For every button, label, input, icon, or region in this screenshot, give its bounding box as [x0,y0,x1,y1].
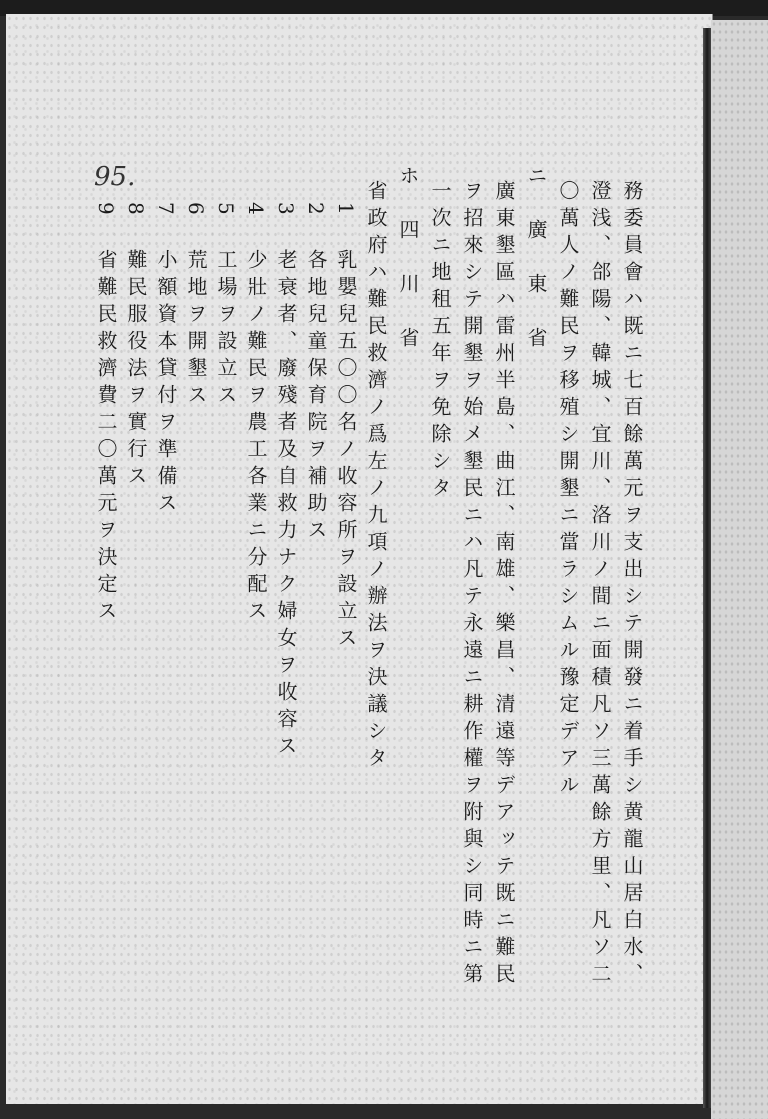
list-item-1: 1 乳嬰兒五〇〇名ノ收容所ヲ設立ス [334,202,358,654]
text-column-2: 澄浅、郃陽、韓城、宜川、洛川ノ間ニ面積凡ソ三萬餘方里、凡ソ二 [588,180,612,990]
section-heading-guangdong: ニ 廣 東 省 [524,165,548,354]
list-item-4: 4 少壯ノ難民ヲ農工各業ニ分配ス [244,202,268,627]
adjacent-page-edge [711,20,768,1119]
text-column-3: 〇萬人ノ難民ヲ移殖シ開墾ニ當ラシムル豫定デアル [556,180,580,801]
text-column-7: 一次ニ地租五年ヲ免除シタ [428,180,452,504]
text-column-1: 務委員會ハ既ニ七百餘萬元ヲ支出シテ開發ニ着手シ黄龍山居白水、 [620,180,644,990]
list-item-5: 5 工場ヲ設立ス [214,202,238,411]
list-item-8: 8 難民服役法ヲ實行ス [124,202,148,492]
text-column-5: 廣東墾區ハ雷州半島、曲江、南雄、樂昌、清遠等デアッテ既ニ難民 [492,180,516,990]
section-heading-sichuan: ホ 四 川 省 [396,165,420,354]
list-item-6: 6 荒地ヲ開墾ス [184,202,208,411]
list-item-2: 2 各地兒童保育院ヲ補助ス [304,202,328,546]
list-item-3: 3 老衰者、廢殘者及自救力ナク婦女ヲ收容ス [274,202,298,762]
page-number-handwritten: 95. [94,162,136,192]
book-gutter [703,28,711,1108]
list-item-9: 9 省難民救濟費二〇萬元ヲ決定ス [94,202,118,627]
text-column-6: ヲ招來シテ開墾ヲ始メ墾民ニハ凡テ永遠ニ耕作權ヲ附與シ同時ニ第 [460,180,484,990]
text-column-9: 省政府ハ難民救濟ノ爲左ノ九項ノ辦法ヲ決議シタ [364,180,388,774]
list-item-7: 7 小額資本貸付ヲ準備ス [154,202,178,519]
